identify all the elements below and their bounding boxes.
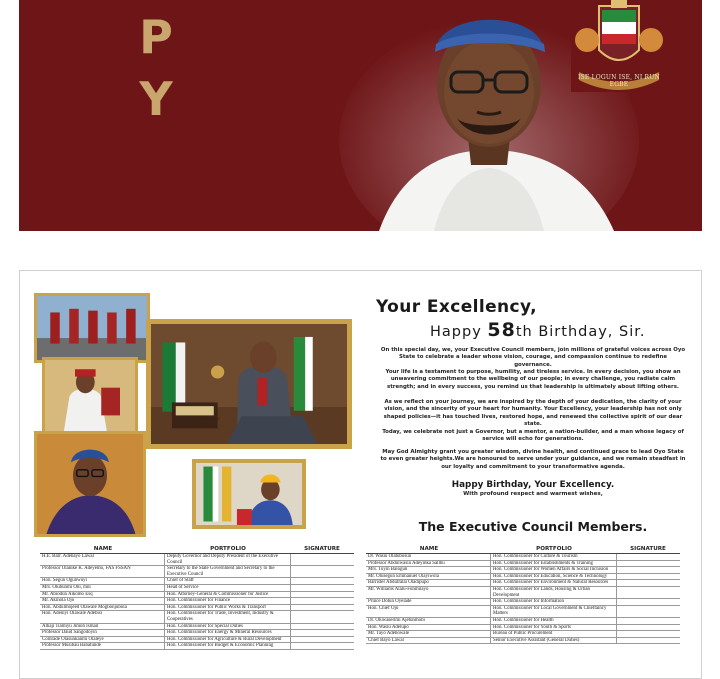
table-row bbox=[366, 618, 680, 625]
member-portfolio: Head of Service bbox=[164, 585, 290, 591]
signature-cell bbox=[290, 598, 354, 604]
birthday-banner bbox=[19, 0, 702, 231]
signature-cell bbox=[290, 592, 354, 598]
signature-cell bbox=[616, 599, 680, 605]
signature-cell bbox=[616, 631, 680, 637]
council-title: The Executive Council Members. bbox=[418, 519, 648, 534]
table-header bbox=[40, 544, 354, 554]
signature-cell bbox=[290, 643, 354, 649]
signature-cell bbox=[616, 606, 680, 617]
member-name: Hon. Abdulmojeed Olawale Mogbonjubola bbox=[42, 604, 127, 610]
greeting-prefix: Happy bbox=[430, 324, 488, 340]
table-row bbox=[366, 567, 680, 574]
member-name: Mr. Olusegun Emmanuel Olayiwola bbox=[368, 573, 439, 579]
table-row bbox=[40, 624, 354, 631]
member-name: Mrs. Toyin Balogun bbox=[368, 567, 408, 573]
signature-cell bbox=[290, 624, 354, 630]
table-row bbox=[40, 554, 354, 566]
table-body bbox=[366, 554, 680, 644]
member-name: Professor Abdulwasiu Adeyinka Sallhu bbox=[368, 560, 445, 566]
member-portfolio: Hon. Attorney-General & Commissioner for Justice bbox=[164, 592, 290, 598]
member-name: Hon. Adeniyi Olawale Adebisi bbox=[42, 611, 103, 617]
table-row bbox=[40, 598, 354, 605]
council-table-left bbox=[40, 544, 354, 650]
birthday-age: 58 bbox=[487, 319, 516, 341]
signature-cell bbox=[616, 587, 680, 598]
paragraph-5: May God Almighty grant you greater wisdom, divine health, and continued grace to lead Oyo State to even greater heights.We are honoured to serve under your guidance, and we remain steadfast in our loyalty and commitment to your transformative agenda. bbox=[380, 449, 686, 470]
member-name: Hon. Segun Ogunwuyi bbox=[42, 578, 87, 584]
table-row bbox=[40, 630, 354, 637]
signature-cell bbox=[616, 618, 680, 624]
signature-cell bbox=[290, 566, 354, 577]
member-name: Mrs. Olubunmi Oni, mni bbox=[42, 584, 91, 590]
member-portfolio: Hon. Commissioner for Public Works & Transport bbox=[164, 605, 290, 611]
paragraph-3: As we reflect on your journey, we are inspired by the depth of your dedication, the clarity of your vision, and the sincerity of your heart for humanity. Your Excellency, your leadership has not only shaped policies—it has touched lives, restored hope, and renewed the collective spirit of our dear state. bbox=[383, 399, 683, 427]
paragraph-2: Your life is a testament to purpose, humility, and tireless service. In every decision, you show an unwavering commitment to the wellbeing of our people; in every challenge, you radiate calm strength; and in every success, you remind us that leadership is ultimately about lifting others. bbox=[385, 369, 681, 390]
member-name: H.E. Barr. Adebayo Lawal bbox=[42, 554, 94, 559]
member-name: Dr. Oluwaserimi Ajetunmobi bbox=[368, 617, 425, 623]
member-portfolio: Hon. Commissioner for Trade, Investment, Industry & Cooperatives bbox=[164, 611, 290, 622]
table-row bbox=[40, 611, 354, 623]
signature-cell bbox=[290, 611, 354, 622]
photo-governor-cap bbox=[34, 431, 146, 537]
sign-off-subtitle: With profound respect and warmest wishes, bbox=[463, 491, 603, 497]
signature-cell bbox=[290, 630, 354, 636]
office-plaque: Engr. Seyi Makinde bbox=[175, 417, 220, 422]
council-table-right bbox=[366, 544, 680, 644]
signature-cell bbox=[290, 637, 354, 643]
header-signature: SIGNATURE bbox=[304, 546, 340, 552]
greeting-suffix: th Birthday, Sir. bbox=[515, 324, 646, 340]
member-name: Comrade Olasunkanmi Olaleye bbox=[42, 636, 104, 642]
table-row bbox=[40, 637, 354, 644]
member-portfolio: Hon. Commissioner for Energy & Mineral Resources bbox=[164, 630, 290, 636]
table-row bbox=[366, 606, 680, 618]
member-portfolio: Hon. Commissioner for Finance bbox=[164, 598, 290, 604]
member-name: Alhaji Tiamiyu Jimoh Ismail bbox=[42, 623, 99, 629]
member-portfolio: Hon. Commissioner for Youth & Sports bbox=[490, 625, 616, 631]
paragraph-4: Today, we celebrate not just a Governor, but a mentor, a nation-builder, and a man whose legacy of service will echo for generations. bbox=[382, 429, 684, 443]
photo-salute bbox=[42, 357, 138, 435]
member-name: Dr. Wasiu Olatubosun bbox=[368, 554, 412, 559]
signature-cell bbox=[616, 580, 680, 586]
signature-cell bbox=[290, 585, 354, 591]
member-portfolio: Hon. Commissioner for Information bbox=[490, 599, 616, 605]
sign-off-title: Happy Birthday, Your Excellency. bbox=[451, 480, 615, 490]
birthday-card bbox=[19, 270, 702, 679]
table-row bbox=[366, 574, 680, 581]
table-row bbox=[366, 625, 680, 632]
signature-cell bbox=[616, 561, 680, 567]
member-portfolio: Senior Executive Assistant (General Duties) bbox=[490, 638, 616, 644]
photo-parade bbox=[34, 293, 150, 363]
member-portfolio: Chief of Staff bbox=[164, 578, 290, 584]
member-name: Professor Daud Sangodoyin bbox=[42, 630, 97, 636]
member-name: Mr. Williams Alalu-Funmilayo bbox=[368, 586, 429, 592]
member-portfolio: Hon. Commissioner for Health bbox=[490, 618, 616, 624]
member-name: Mr. Akinola Ojo bbox=[42, 598, 75, 604]
member-name: Professor Musibau Babatunde bbox=[42, 643, 101, 649]
table-row bbox=[366, 638, 680, 645]
signature-cell bbox=[616, 625, 680, 631]
table-row bbox=[40, 578, 354, 585]
banner-letter-y: Y bbox=[139, 72, 173, 126]
member-portfolio: Hon. Commissioner for Environment & Natural Resources bbox=[490, 580, 616, 586]
member-portfolio: Hon. Commissioner for Education, Science & Technology bbox=[490, 574, 616, 580]
signature-cell bbox=[290, 605, 354, 611]
table-row bbox=[40, 566, 354, 578]
table-header bbox=[366, 544, 680, 554]
table-row bbox=[40, 592, 354, 599]
table-row bbox=[366, 599, 680, 606]
header-name: NAME bbox=[419, 546, 439, 552]
member-name: Mr. Tayo Adebowale bbox=[368, 631, 409, 637]
member-name: Mr. Abiodun Aikomo Esq bbox=[42, 591, 93, 597]
header-portfolio: PORTFOLIO bbox=[536, 546, 572, 552]
table-row bbox=[40, 605, 354, 612]
member-portfolio: Hon. Commissioner for Local Government & Chieftaincy Matters bbox=[490, 606, 616, 617]
member-portfolio: Deputy Governor and Deputy President of the Executive Council bbox=[164, 554, 290, 565]
table-body bbox=[40, 554, 354, 650]
member-portfolio: Hon. Commissioner for Women Affairs & Social Inclusion bbox=[490, 567, 616, 573]
table-row bbox=[366, 631, 680, 638]
header-signature: SIGNATURE bbox=[630, 546, 666, 552]
signature-cell bbox=[290, 554, 354, 565]
signature-cell bbox=[616, 574, 680, 580]
table-row bbox=[366, 587, 680, 599]
member-portfolio: Bureau of Public Procurement bbox=[490, 631, 616, 637]
member-portfolio: Hon. Commissioner for Agriculture & Rural Development bbox=[164, 637, 290, 643]
signature-cell bbox=[290, 578, 354, 584]
signature-cell bbox=[616, 638, 680, 644]
photo-office bbox=[146, 319, 352, 449]
member-name: Prince Dotun Oyelade bbox=[368, 599, 412, 605]
header-portfolio: PORTFOLIO bbox=[210, 546, 246, 552]
member-portfolio: Hon. Commissioner for Special Duties bbox=[164, 624, 290, 630]
member-name: Hon. Wasiu Adelupo bbox=[368, 624, 409, 630]
banner-letters bbox=[127, 6, 185, 130]
member-portfolio: Hon. Commissioner for Culture & Tourism bbox=[490, 554, 616, 560]
signature-cell bbox=[616, 554, 680, 560]
photo-flags bbox=[192, 459, 306, 529]
member-name: Professor Olanike K. Adeyemo, FAS FSSAN bbox=[42, 566, 131, 572]
table-row bbox=[366, 554, 680, 561]
paragraph-1: On this special day, we, your Executive Council members, join millions of grateful voices across Oyo State to celebrate a leader whose vision, courage, and compassion continue to redefine governance. bbox=[380, 347, 686, 368]
table-row bbox=[40, 585, 354, 592]
crest-motto: ISE LOGUN ISE, NI RUN EGBE bbox=[578, 74, 660, 88]
card-heading: Your Excellency, bbox=[376, 297, 538, 317]
banner-letter-p: P bbox=[139, 10, 173, 64]
member-portfolio: Hon. Commissioner for Lands, Housing & Urban Development bbox=[490, 587, 616, 598]
member-name: Chief Bayo Lawal bbox=[368, 637, 404, 643]
signature-cell bbox=[616, 567, 680, 573]
birthday-greeting bbox=[430, 319, 646, 341]
member-name: Hon. Chief Ojo bbox=[368, 605, 399, 611]
header-name: NAME bbox=[93, 546, 113, 552]
table-row bbox=[40, 643, 354, 650]
member-portfolio: Hon. Commissioner for Budget & Economic Planning bbox=[164, 643, 290, 649]
member-portfolio: Hon. Commissioner for Establishments & Training bbox=[490, 561, 616, 567]
table-row bbox=[366, 561, 680, 568]
member-name: Barrister Abdulfatai Oladipupo bbox=[368, 580, 429, 586]
member-portfolio: Secretary to the State Government and Secretary to the Executive Council bbox=[164, 566, 290, 577]
table-row bbox=[366, 580, 680, 587]
